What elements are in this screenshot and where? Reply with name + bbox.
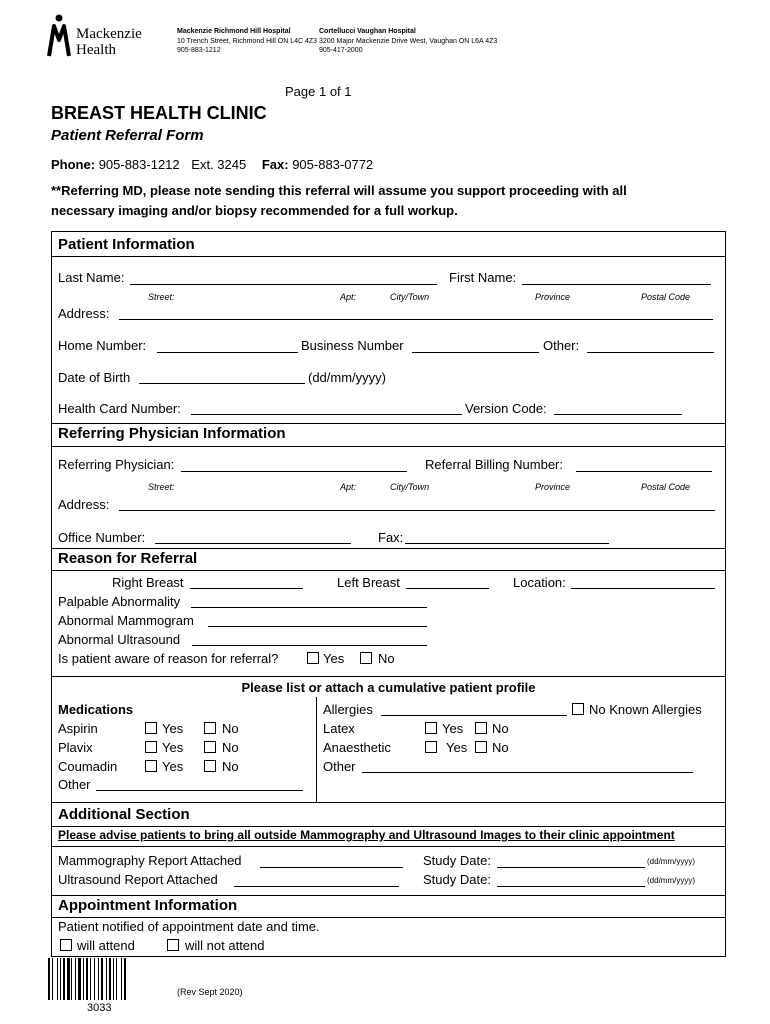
patient-section-header: Patient Information — [58, 236, 195, 253]
mammogram-label: Abnormal Mammogram — [58, 613, 194, 628]
home-number-label: Home Number: — [58, 338, 147, 353]
contact-line — [51, 157, 373, 172]
phys-fax-field[interactable] — [405, 543, 609, 544]
profile-header: Please list or attach a cumulative patient profile — [241, 680, 536, 695]
right-breast-label: Right Breast — [112, 575, 184, 590]
phys-street-label: Street: — [148, 482, 175, 492]
appointment-section-header: Appointment Information — [58, 897, 238, 914]
profile-divider — [316, 697, 317, 802]
will-not-attend-label: will not attend — [185, 938, 265, 953]
logo-line2: Health — [76, 42, 116, 58]
dob-label: Date of Birth — [58, 370, 131, 385]
hospital-1-name: Mackenzie Richmond Hill Hospital — [177, 28, 291, 35]
health-card-label: Health Card Number: — [58, 401, 181, 416]
note-line-1: **Referring MD, please note sending this referral will assume you support proceeding with all — [51, 183, 627, 198]
med-other-field[interactable] — [96, 790, 303, 791]
barcode-bar — [106, 958, 107, 1000]
us-report-label: Ultrasound Report Attached — [58, 872, 218, 887]
aspirin-no-checkbox[interactable] — [204, 722, 216, 734]
first-name-field[interactable] — [522, 284, 711, 285]
notified-text: Patient notified of appointment date and time. — [58, 919, 320, 934]
allergies-field[interactable] — [381, 715, 567, 716]
hospital-1-address: 10 Trench Street, Richmond Hill ON L4C 4Z3 — [177, 38, 318, 45]
aware-label: Is patient aware of reason for referral? — [58, 651, 279, 666]
plavix-label: Plavix — [58, 740, 93, 755]
barcode-bar — [83, 958, 84, 1000]
left-breast-field[interactable] — [406, 588, 489, 589]
plavix-yes-checkbox[interactable] — [145, 741, 157, 753]
hospital-2-address: 3200 Major Mackenzie Drive West, Vaughan ON L6A 4Z3 — [319, 38, 498, 45]
barcode-bar — [60, 958, 61, 1000]
aspirin-no-label: No — [222, 721, 239, 736]
phys-province-label: Province — [535, 482, 571, 492]
mammogram-field[interactable] — [208, 626, 427, 627]
coumadin-label: Coumadin — [58, 759, 118, 774]
reason-section-header: Reason for Referral — [58, 550, 198, 567]
latex-label: Latex — [323, 721, 355, 736]
us-report-field[interactable] — [234, 886, 399, 887]
latex-no-checkbox[interactable] — [475, 722, 487, 734]
barcode-bar — [63, 958, 65, 1000]
barcode-bar — [90, 958, 91, 1000]
hospital-2-name: Cortellucci Vaughan Hospital — [319, 28, 416, 35]
barcode-bar — [113, 958, 114, 1000]
business-number-label: Business Number — [301, 338, 404, 353]
logo-line1: Mackenzie — [76, 26, 142, 42]
coumadin-no-checkbox[interactable] — [204, 760, 216, 772]
first-name-label: First Name: — [449, 270, 517, 285]
page-number: Page 1 of 1 — [285, 84, 352, 99]
anaesthetic-label: Anaesthetic — [323, 740, 391, 755]
phys-address-field[interactable] — [119, 510, 715, 511]
address-label: Address: — [58, 306, 110, 321]
note-line-2: necessary imaging and/or biopsy recommended for a full workup. — [51, 203, 458, 218]
us-study-date-label: Study Date: — [423, 872, 491, 887]
fax-label: Fax: — [261, 157, 289, 172]
phone-ext: Ext. 3245 — [191, 157, 247, 172]
other-number-field[interactable] — [587, 352, 714, 353]
anaesthetic-yes-checkbox[interactable] — [425, 741, 437, 753]
allergy-other-label: Other — [323, 759, 356, 774]
plavix-no-label: No — [222, 740, 239, 755]
revision-label: (Rev Sept 2020) — [177, 987, 243, 997]
health-card-field[interactable] — [191, 414, 462, 415]
mammo-report-label: Mammography Report Attached — [58, 853, 242, 868]
barcode-bar — [75, 958, 76, 1000]
ultrasound-field[interactable] — [192, 645, 427, 646]
address-field[interactable] — [119, 319, 713, 320]
physician-section-header: Referring Physician Information — [58, 425, 286, 442]
latex-yes-checkbox[interactable] — [425, 722, 437, 734]
version-code-field[interactable] — [554, 414, 682, 415]
barcode-number: 3033 — [87, 1002, 112, 1014]
barcode — [48, 958, 153, 1000]
barcode-bar — [109, 958, 111, 1000]
mammo-study-date-field[interactable] — [497, 867, 645, 868]
us-date-format: (dd/mm/yyyy) — [647, 876, 695, 885]
last-name-field[interactable] — [130, 284, 437, 285]
barcode-bar — [67, 958, 70, 1000]
hospital-2-phone: 905-417-2000 — [319, 47, 363, 54]
city-label: City/Town — [390, 292, 430, 302]
will-not-attend-checkbox[interactable] — [167, 939, 179, 951]
mammo-report-field[interactable] — [260, 867, 403, 868]
street-label: Street: — [148, 292, 175, 302]
palpable-field[interactable] — [191, 607, 427, 608]
anaesthetic-yes-label: Yes — [446, 740, 468, 755]
coumadin-no-label: No — [222, 759, 239, 774]
phone-label: Phone: — [51, 157, 96, 172]
allergies-label: Allergies — [323, 702, 373, 717]
mackenzie-logo-icon — [46, 14, 72, 60]
dob-format: (dd/mm/yyyy) — [308, 370, 386, 385]
version-code-label: Version Code: — [465, 401, 547, 416]
ultrasound-label: Abnormal Ultrasound — [58, 632, 181, 647]
mammo-study-date-label: Study Date: — [423, 853, 491, 868]
barcode-bar — [78, 958, 81, 1000]
aspirin-yes-label: Yes — [162, 721, 184, 736]
barcode-bar — [57, 958, 58, 1000]
barcode-bar — [116, 958, 117, 1000]
referring-physician-label: Referring Physician: — [58, 457, 175, 472]
aware-yes-checkbox[interactable] — [307, 652, 319, 664]
barcode-bar — [98, 958, 99, 1000]
page-subtitle: Patient Referral Form — [51, 127, 204, 144]
other-number-label: Other: — [543, 338, 580, 353]
latex-yes-label: Yes — [442, 721, 464, 736]
phys-postal-label: Postal Code — [641, 482, 691, 492]
barcode-bar — [94, 958, 95, 1000]
phys-fax-label: Fax: — [378, 530, 404, 545]
coumadin-yes-checkbox[interactable] — [145, 760, 157, 772]
office-number-field[interactable] — [155, 543, 351, 544]
barcode-bar — [48, 958, 50, 1000]
province-label: Province — [535, 292, 571, 302]
anaesthetic-no-checkbox[interactable] — [475, 741, 487, 753]
barcode-bar — [121, 958, 122, 1000]
barcode-bar — [71, 958, 72, 1000]
left-breast-label: Left Breast — [337, 575, 400, 590]
barcode-bar — [101, 958, 103, 1000]
no-known-allergies-label: No Known Allergies — [589, 702, 702, 717]
us-study-date-field[interactable] — [497, 886, 645, 887]
phys-apt-label: Apt: — [340, 482, 357, 492]
palpable-label: Palpable Abnormality — [58, 594, 181, 609]
aspirin-yes-checkbox[interactable] — [145, 722, 157, 734]
dob-field[interactable] — [139, 383, 305, 384]
med-other-label: Other — [58, 777, 91, 792]
allergy-other-field[interactable] — [362, 772, 693, 773]
will-attend-checkbox[interactable] — [60, 939, 72, 951]
fax-value: 905-883-0772 — [292, 157, 374, 172]
medications-label: Medications — [58, 702, 134, 717]
last-name-label: Last Name: — [58, 270, 125, 285]
mammo-date-format: (dd/mm/yyyy) — [647, 857, 695, 866]
barcode-bar — [124, 958, 126, 1000]
office-number-label: Office Number: — [58, 530, 146, 545]
coumadin-yes-label: Yes — [162, 759, 184, 774]
aware-yes-label: Yes — [323, 651, 345, 666]
phys-city-label: City/Town — [390, 482, 430, 492]
anaesthetic-no-label: No — [492, 740, 509, 755]
barcode-bar — [86, 958, 88, 1000]
home-number-field[interactable] — [157, 352, 298, 353]
will-attend-label: will attend — [77, 938, 135, 953]
phys-address-label: Address: — [58, 497, 110, 512]
plavix-no-checkbox[interactable] — [204, 741, 216, 753]
apt-label: Apt: — [340, 292, 357, 302]
advise-text: Please advise patients to bring all outside Mammography and Ultrasound Images to their clinic appointment — [58, 828, 675, 842]
referring-physician-field[interactable] — [181, 471, 407, 472]
billing-number-field[interactable] — [576, 471, 712, 472]
billing-number-label: Referral Billing Number: — [425, 457, 563, 472]
right-breast-field[interactable] — [190, 588, 303, 589]
phone-value: 905-883-1212 — [98, 157, 180, 172]
aware-no-label: No — [378, 651, 395, 666]
location-field[interactable] — [571, 588, 715, 589]
hospital-1-phone: 905-883-1212 — [177, 47, 221, 54]
aspirin-label: Aspirin — [58, 721, 98, 736]
location-label: Location: — [513, 575, 566, 590]
no-known-allergies-checkbox[interactable] — [572, 703, 584, 715]
additional-section-header: Additional Section — [58, 806, 190, 823]
latex-no-label: No — [492, 721, 509, 736]
postal-label: Postal Code — [641, 292, 691, 302]
business-number-field[interactable] — [412, 352, 539, 353]
plavix-yes-label: Yes — [162, 740, 184, 755]
aware-no-checkbox[interactable] — [360, 652, 372, 664]
barcode-bar — [52, 958, 53, 1000]
page-title: BREAST HEALTH CLINIC — [51, 103, 267, 123]
logo — [46, 14, 156, 60]
